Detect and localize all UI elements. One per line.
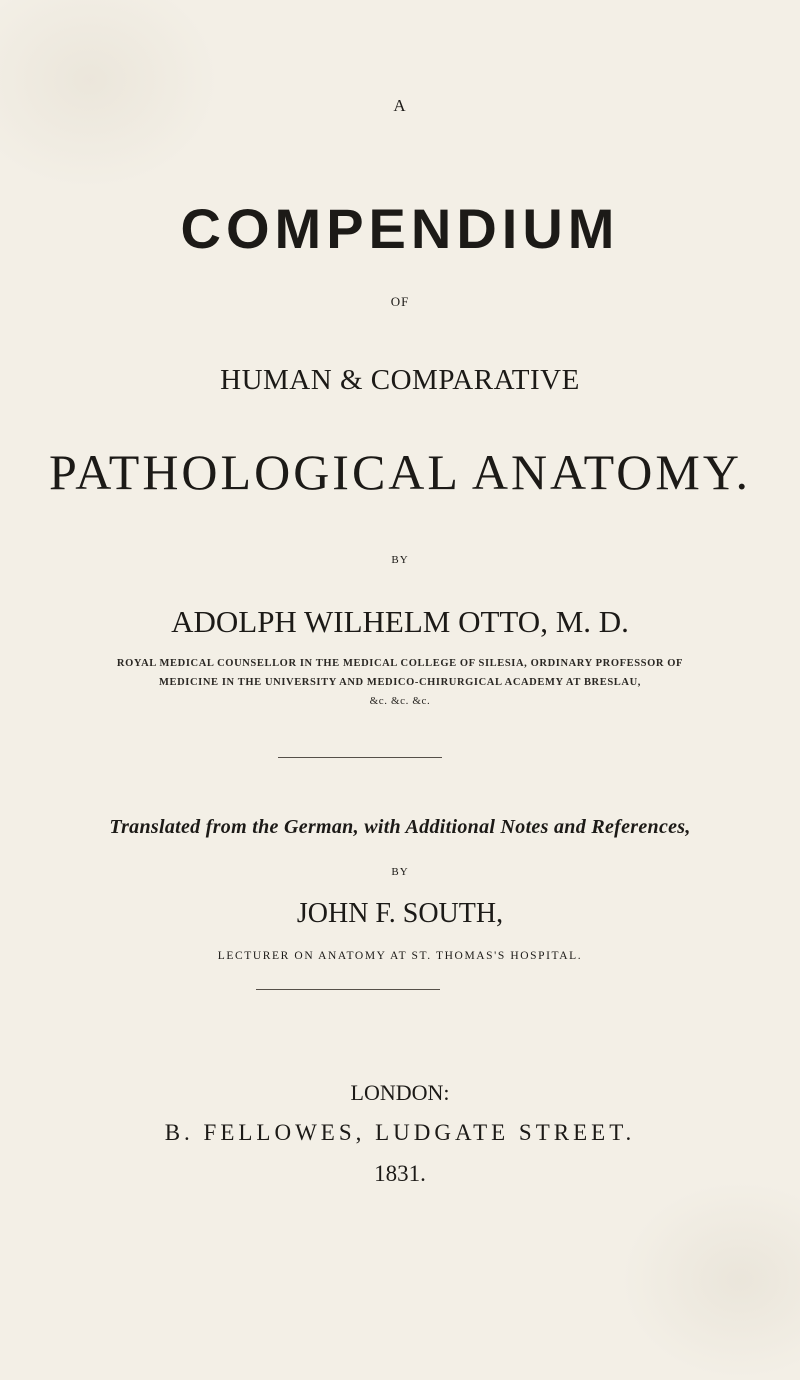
title-main: COMPENDIUM [180, 197, 620, 260]
author-credentials-line-1: ROYAL MEDICAL COUNSELLOR IN THE MEDICAL COLLEGE OF SILESIA, ORDINARY PROFESSOR OF [116, 658, 684, 669]
paper-stain [0, 0, 220, 190]
by-translator-label: BY [391, 866, 409, 878]
author-name: ADOLPH WILHELM OTTO, M. D. [171, 604, 629, 639]
divider-rule [278, 757, 442, 758]
subtitle: HUMAN & COMPARATIVE [220, 364, 580, 396]
imprint-publisher: B. FELLOWES, LUDGATE STREET. [164, 1120, 636, 1145]
divider-rule [256, 989, 440, 990]
of-word: OF [390, 294, 410, 309]
author-credentials-line-2: MEDICINE IN THE UNIVERSITY AND MEDICO-CHIRURGICAL ACADEMY AT BRESLAU, [159, 677, 641, 688]
article-a: A [393, 96, 407, 115]
imprint-city: LONDON: [350, 1080, 450, 1105]
paper-stain [620, 1180, 800, 1380]
translator-title: LECTURER ON ANATOMY AT ST. THOMAS'S HOSPITAL. [217, 950, 583, 962]
translation-note: Translated from the German, with Additional Notes and References, [109, 816, 691, 838]
author-credentials-line-3: &c. &c. &c. [369, 695, 431, 707]
by-author-label: BY [391, 554, 409, 566]
translator-name: JOHN F. SOUTH, [296, 898, 504, 929]
imprint-year: 1831. [374, 1161, 426, 1186]
title-second: PATHOLOGICAL ANATOMY. [49, 444, 751, 500]
